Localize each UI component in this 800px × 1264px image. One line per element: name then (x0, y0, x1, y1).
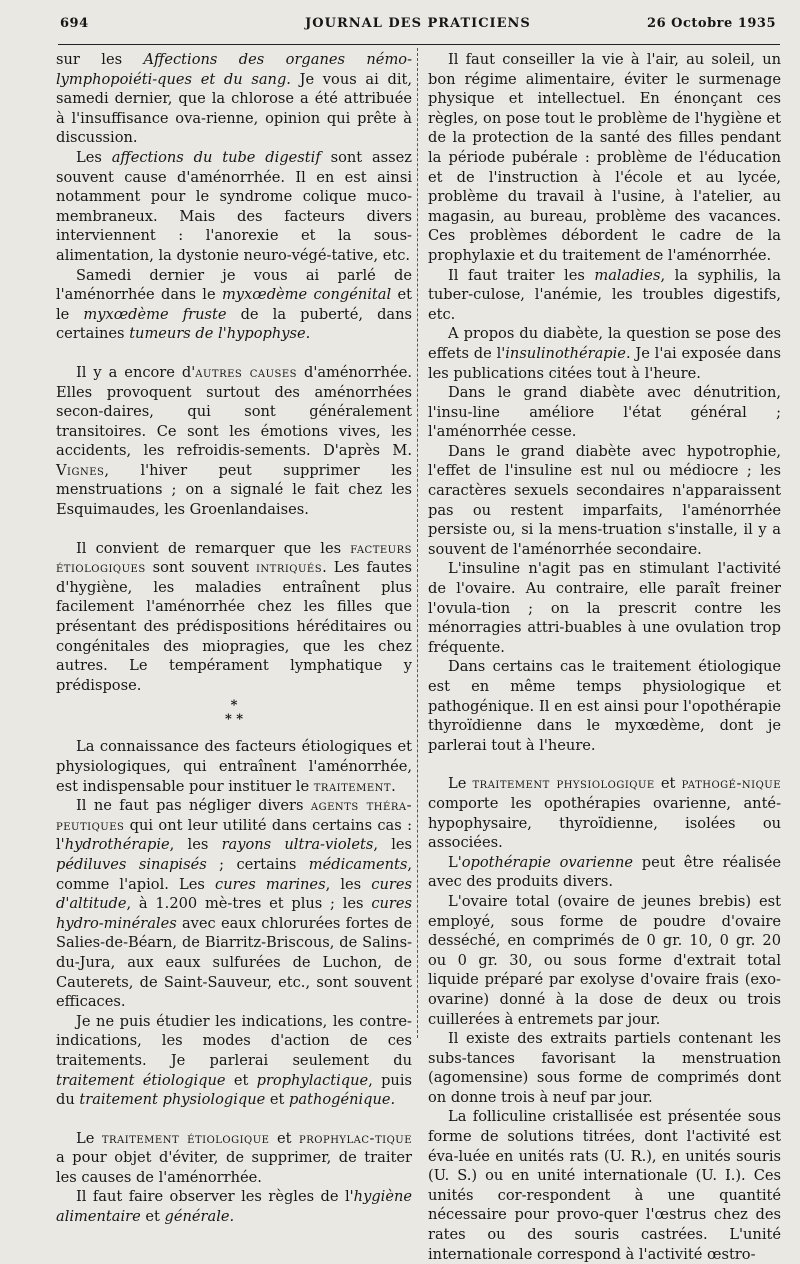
paragraph: Dans certains cas le traitement étiologique est en même temps physiologique et pathogénique. Il en est ainsi pour l'opothérapie thyroïdienne dans le myxœdème, dont je parlerai tout à l'heure. (428, 658, 781, 754)
header-rule (58, 44, 780, 45)
paragraph: Dans le grand diabète avec dénutrition, l'insu-line améliore l'état général ; l'aménorrhée cesse. (428, 384, 781, 441)
column-divider (417, 48, 418, 1038)
paragraph: Il faut faire observer les règles de l'hygiène alimentaire et générale. (56, 1188, 412, 1226)
paragraph: Il y a encore d'autres causes d'aménorrhée. Elles provoquent surtout des aménorrhées secon-daires, qui sont généralement transitoires. Ce sont les émotions vives, les accidents, les refroidis-sements. D'après M. Vignes, l'hiver peut supprimer les menstruations ; on a signalé le fait chez les Esquimaudes, les Groenlandaises. (56, 363, 412, 519)
section-separator: * * * (224, 698, 244, 728)
paragraph: sur les Affections des organes némo-lymphopoiéti-ques et du sang. Je vous ai dit, samedi dernier, que la chlorose a été attribuée à l'insuffisance ova-rienne, opinion qui prête à discussion. (56, 51, 413, 147)
left-column (56, 50, 412, 1227)
paragraph: Le traitement étiologique et prophylac-tique a pour objet d'éviter, de supprimer, de traiter les causes de l'aménorrhée. (56, 1129, 413, 1186)
paragraph: Il faut traiter les maladies, la syphilis, la tuber-culose, l'anémie, les troubles digestifs, etc. (428, 266, 781, 323)
right-column (428, 50, 781, 1264)
paragraph: La folliculine cristallisée est présentée sous forme de solutions titrées, dont l'activité est éva-luée en unités rats (U. R.), en unités souris (U. S.) ou en unité internationale (U. I.). Ces unités cor-respondent à une quantité nécessaire pour provo-quer l'œstrus chez des rates ou des souris castrées. L'unité internationale correspond à l'activité œstro- (428, 1108, 781, 1263)
journal-title: JOURNAL DES PRATICIENS (305, 16, 531, 31)
paragraph: Samedi dernier je vous ai parlé de l'aménorrhée dans le myxœdème congénital et le myxœdème fruste de la puberté, dans certaines tumeurs de l'hypophyse. (56, 266, 412, 343)
paragraph: A propos du diabète, la question se pose des effets de l'insulinothérapie. Je l'ai exposée dans les publications citées tout à l'heure. (428, 325, 781, 382)
paragraph: L'ovaire total (ovaire de jeunes brebis) est employé, sous forme de poudre d'ovaire desséché, en comprimés de 0 gr. 10, 0 gr. 20 ou 0 gr. 30, ou sous forme d'extrait total liquide préparé par exolyse d'ovaire frais (exo-ovarine) donné à la dose de deux ou trois cuillerées à entremets par jour. (428, 892, 781, 1028)
paragraph: L'insuline n'agit pas en stimulant l'activité de l'ovaire. Au contraire, elle paraît freiner l'ovula-tion ; on la prescrit contre les ménorragies attri-buables à une ovulation trop fréquente. (428, 560, 781, 656)
paragraph: Il faut conseiller la vie à l'air, au soleil, un bon régime alimentaire, éviter le surmenage physique et intellectuel. En énonçant ces règles, on pose tout le problème de l'hygiène et de la protection de la santé des filles pendant la période pubérale : problème de l'éducation et de l'instruction à l'école et au lycée, problème du travail à l'usine, à l'atelier, au magasin, au bureau, problème des vacances. Ces problèmes débordent le cadre de la prophylaxie et du traitement de l'aménorrhée. (428, 51, 781, 264)
paragraph: Les affections du tube digestif sont assez souvent cause d'aménorrhée. Il en est ainsi notamment pour le syndrome colique muco-membraneux. Mais des facteurs divers interviennent : l'anorexie et la sous-alimentation, la dystonie neuro-végé-tative, etc. (56, 148, 412, 264)
paragraph: La connaissance des facteurs étiologiques et physiologiques, qui entraînent l'aménorrhée, est indispensable pour instituer le traitement. (56, 738, 412, 795)
paragraph: Je ne puis étudier les indications, les contre-indications, les modes d'action de ces traitements. Je parlerai seulement du traitement étiologique et prophylactique, puis du traitement physiologique et pathogénique. (56, 1012, 412, 1109)
paragraph: Dans le grand diabète avec hypotrophie, l'effet de l'insuline est nul ou médiocre ; les caractères sexuels secondaires n'apparaissent pas ou restent imparfaits, l'aménorrhée persiste ou, si la mens-truation s'installe, il y a souvent de l'aménorrhée secondaire. (428, 442, 781, 558)
page-number: 694 (60, 16, 89, 31)
paragraph: Il ne faut pas négliger divers agents théra-peutiques qui ont leur utilité dans certains cas : l'hydrothérapie, les rayons ultra-violets, les pédiluves sinapisés ; certains médicaments, comme l'apiol. Les cures marines, les cures d'altitude, à 1.200 mè-tres et plus ; les cures hydro-minérales avec eaux chlorurées fortes de Salies-de-Béarn, de Biarritz-Briscous, de Salins-du-Jura, aux eaux sulfurées de Luchon, de Cauterets, de Saint-Sauveur, etc., sont souvent efficaces. (56, 797, 412, 1011)
page-header (60, 12, 776, 34)
paragraph: L'opothérapie ovarienne peut être réalisée avec des produits divers. (428, 853, 781, 891)
paragraph: Il convient de remarquer que les facteurs étiologiques sont souvent intriqués. Les fautes d'hygiène, les maladies entraînent plus facilement l'aménorrhée chez les filles que présentant des prédispositions héréditaires ou congénitales des miopragies, que les chez autres. Le tempérament lymphatique y prédispose. (56, 539, 412, 694)
paragraph: Le traitement physiologique et pathogé-nique comporte les opothérapies ovarienne, anté-hypophysaire, thyroïdienne, isolées ou associées. (428, 775, 781, 852)
issue-date: 26 Octobre 1935 (647, 16, 776, 31)
paragraph: Il existe des extraits partiels contenant les subs-tances favorisant la menstruation (agomensine) sous forme de comprimés dont on donne trois à neuf par jour. (428, 1030, 781, 1106)
